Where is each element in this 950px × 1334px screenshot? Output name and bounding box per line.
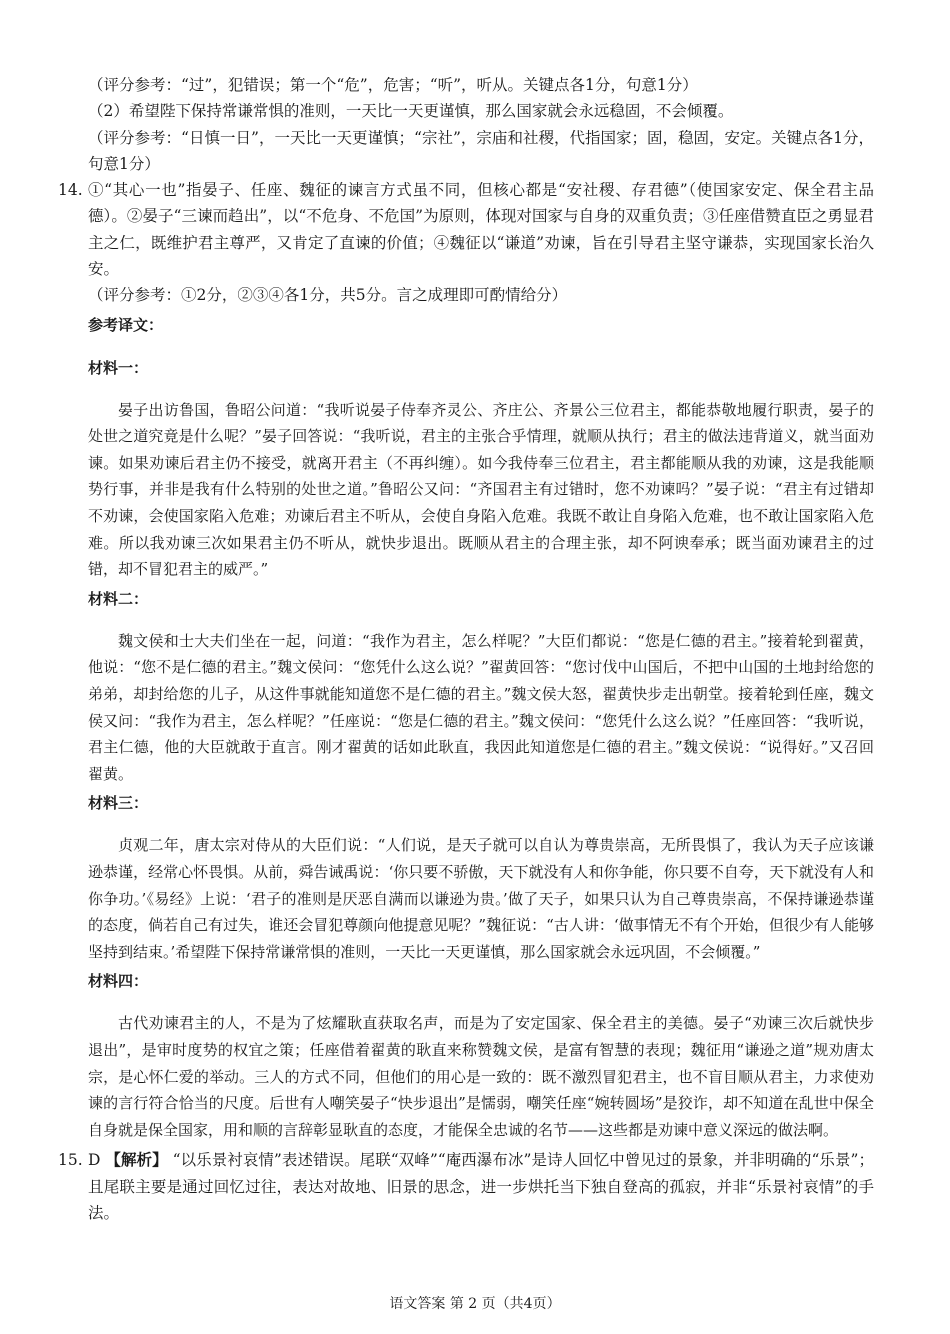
material-4-title: 材料四：: [88, 972, 149, 991]
q15-answer-letter: D: [88, 1151, 101, 1170]
q13-score-note-1: （评分参考：“过”，犯错误；第一个“危”，危害；“听”，听从。关键点各1分，句意1分）: [88, 76, 698, 94]
q15-analysis-tag: 【解析】: [105, 1151, 168, 1170]
page-footer: 语文答案 第 2 页（共4页）: [389, 1296, 561, 1312]
q14-answer: [58, 177, 874, 282]
material-4-text: 古代劝谏君主的人，不是为了炫耀耿直获取名声，而是为了安定国家、保全君主的美德。晏子“劝谏三次后就快步退出”，是审时度势的权宜之策；任座借着翟黄的耿直来称赞魏文侯，是富有智慧的表现；魏征用“谦逊之道”规劝唐太宗，是心怀仁爱的举动。三人的方式不同，但他们的用心是一致的：既不激烈冒犯君主，也不盲目顺从君主，力求使劝谏的言行符合恰当的尺度。后世有人嘲笑晏子“快步退出”是懦弱，嘲笑任座“婉转圆场”是狡诈，却不知道在乱世中保全自身就是保全国家，用和顺的言辞彰显耿直的态度，才能保全忠诚的名节——这些都是劝谏中意义深远的做法啊。: [88, 1014, 874, 1139]
material-3-title: 材料三：: [88, 794, 149, 813]
material-3-text: 贞观二年，唐太宗对侍从的大臣们说：“人们说，是天子就可以自认为尊贵崇高，无所畏惧了，我认为天子应该谦逊恭谨，经常心怀畏惧。从前，舜告诫禹说：‘你只要不骄傲，天下就没有人和你争能，你只要不自夸，天下就没有人和你争功。’《易经》上说：‘君子的准则是厌恶自满而以谦逊为贵。’做了天子，如果只认为自己尊贵崇高，不保持谦逊恭谨的态度，倘若自己有过失，谁还会冒犯尊颜向他提意见呢？”魏征说：“古人讲：‘做事情无不有个开始，但很少有人能够坚持到结束。’希望陛下保持常谦常惧的准则，一天比一天更谨慎，那么国家就会永远巩固，不会倾覆。”: [88, 836, 874, 961]
material-1-title: 材料一：: [88, 358, 149, 377]
q14-score-note: （评分参考：①2分，②③④各1分，共5分。言之成理即可酌情给分）: [88, 286, 568, 305]
material-2-title: 材料二：: [88, 589, 149, 608]
q14-answer-text: ①“其心一也”指晏子、任座、魏征的谏言方式虽不同，但核心都是“安社稷、存君德”（使国家安定、保全君主品德）。②晏子“三谏而趋出”，以“不危身、不危国”为原则，体现对国家与自身的双重负责；③任座借赞直臣之勇显君主之仁，既维护君主尊严，又肯定了直谏的价值；④魏征以“谦道”劝谏，旨在引导君主坚守谦恭，实现国家长治久安。: [88, 181, 874, 279]
q14-number: 14.: [58, 181, 83, 200]
translation-heading: 参考译文：: [88, 315, 164, 334]
q15-answer: [58, 1147, 874, 1226]
q15-analysis-text: “以乐景衬哀情”表述错误。尾联“双峰”“庵西瀑布冰”是诗人回忆中曾见过的景象，并非明确的“乐景”；且尾联主要是通过回忆过往，表达对故地、旧景的思念，进一步烘托当下独自登高的孤寂，并非“乐景衬哀情”的手法。: [88, 1151, 874, 1222]
page-content: [58, 72, 874, 1226]
q15-number: 15.: [58, 1151, 83, 1170]
material-2-text: 魏文侯和士大夫们坐在一起，问道：“我作为君主，怎么样呢？”大臣们都说：“您是仁德的君主。”接着轮到翟黄，他说：“您不是仁德的君主。”魏文侯问：“您凭什么这么说？”翟黄回答：“您讨伐中山国后，不把中山国的土地封给您的弟弟，却封给您的儿子，从这件事就能知道您不是仁德的君主。”魏文侯大怒，翟黄快步走出朝堂。接着轮到任座，魏文侯又问：“我作为君主，怎么样呢？”任座说：“您是仁德的君主。”魏文侯问：“您凭什么这么说？”任座回答：“我听说，君主仁德，他的大臣就敢于直言。刚才翟黄的话如此耿直，我因此知道您是仁德的君主。”魏文侯说：“说得好。”又召回翟黄。: [88, 631, 874, 783]
q13-score-note-2: （评分参考：“日慎一日”，一天比一天更谨慎；“宗社”，宗庙和社稷，代指国家；固，稳固，安定。关键点各1分，句意1分）: [88, 128, 874, 173]
material-1-text: 晏子出访鲁国，鲁昭公问道：“我听说晏子侍奉齐灵公、齐庄公、齐景公三位君主，都能恭敬地履行职责，晏子的处世之道究竟是什么呢？”晏子回答说：“我听说，君主的主张合乎情理，就顺从执行；君主的做法违背道义，就当面劝谏。如果劝谏后君主仍不接受，就离开君主（不再纠缠）。如今我侍奉三位君主，君主都能顺从我的劝谏，这是我能顺势行事，并非是我有什么特别的处世之道。”鲁昭公又问：“齐国君主有过错时，您不劝谏吗？”晏子说：“君主有过错却不劝谏，会使国家陷入危难；劝谏后君主不听从，会使自身陷入危难。我既不敢让自身陷入危难，也不敢让国家陷入危难。所以我劝谏三次如果君主仍不听从，就快步退出。既顺从君主的合理主张，却不阿谀奉承；既当面劝谏君主的过错，却不冒犯君主的威严。”: [88, 400, 874, 579]
q13-answer-2: （2）希望陛下保持常谦常惧的准则，一天比一天更谨慎，那么国家就会永远稳固，不会倾覆。: [88, 102, 734, 121]
